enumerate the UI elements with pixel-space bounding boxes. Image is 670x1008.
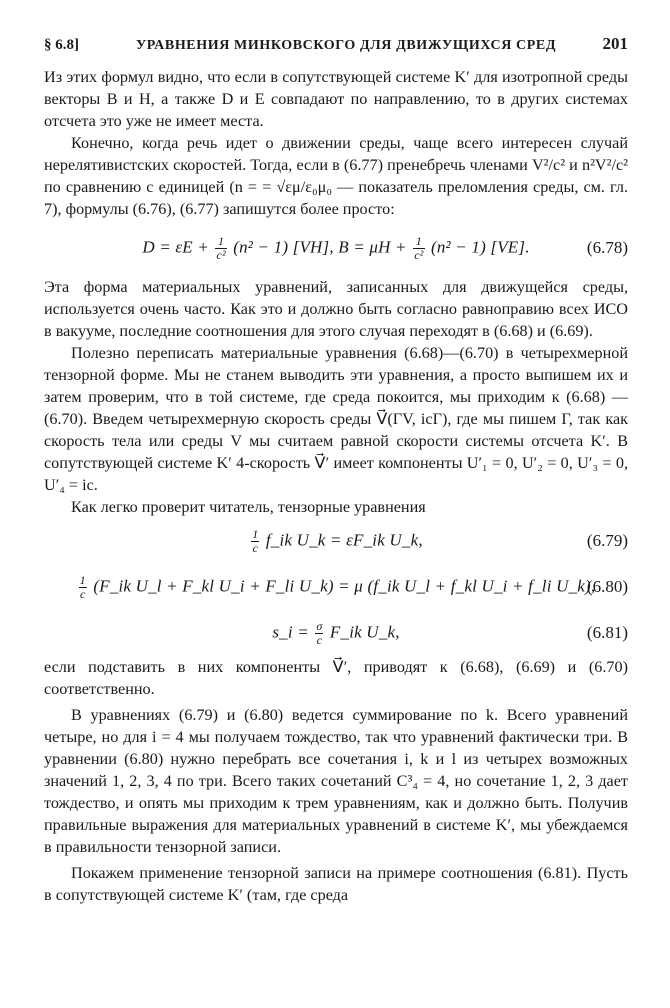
running-header [44, 34, 628, 60]
eq678-left: D = εE + [142, 236, 209, 256]
equation-6-81 [44, 610, 628, 656]
section-number: § 6.8] [44, 37, 79, 53]
eq680-body: (F_ik U_l + F_kl U_i + F_li U_k) = μ (f_ik U_l + f_kl U_i + f_li U_k), [93, 575, 596, 595]
paragraph-2: Конечно, когда речь идет о движении среды, чаще всего интересен случай нерелятивистских скоростей. Тогда, если в (6.77) пренебречь членами V²/c² и n²V²/c² по сравнению с единицей (n = = √εμ/ε₀μ₀ — показатель преломления среды, см. гл. 7), формулы (6.76), (6.77) запишутся более просто: [44, 134, 628, 218]
equation-number: (6.81) [586, 623, 628, 642]
paragraph-1: Из этих формул видно, что если в сопутствующей системе K′ для изотропной среды векторы B и H, а также D и E совпадают по направлению, то в других системах отсчета это уже не имеет места. [44, 68, 628, 130]
eq678-fraction-2: $\frac{1}{\text{c²}}$ [414, 233, 424, 262]
equation-6-78 [44, 220, 628, 276]
eq679-body: f_ik U_k = εF_ik U_k, [265, 529, 423, 549]
eq681-left: s_i = [272, 621, 309, 641]
eq678-right: (n² − 1) [VE]. [430, 236, 530, 256]
paragraph-5: Как легко проверит читатель, тензорные уравнения [71, 498, 426, 516]
page-number: 201 [602, 34, 628, 53]
equation-6-79 [44, 518, 628, 564]
equation-number: (6.78) [586, 238, 628, 257]
equation-6-80 [44, 564, 628, 610]
eq681-fraction: $\frac{\sigma}{c}$ [316, 618, 323, 647]
eq681-body: F_ik U_k, [329, 621, 400, 641]
equation-number: (6.79) [586, 531, 628, 550]
paragraph-6: если подставить в них компоненты V⃗′, приводят к (6.68), (6.69) и (6.70) соответственно. [44, 658, 628, 698]
eq678-fraction-1: $\frac{1}{\text{c²}}$ [216, 233, 226, 262]
eq678-middle: (n² − 1) [VH], B = μH + [233, 236, 407, 256]
paragraph-3: Эта форма материальных уравнений, записанных для движущейся среды, используется очень часто. Как это и должно быть согласно равноправию всех ИСО в вакууме, последние соотношения для этого случая переходят в (6.68) и (6.69). [44, 278, 628, 340]
running-title: УРАВНЕНИЯ МИНКОВСКОГО ДЛЯ ДВИЖУЩИХСЯ СРЕД [135, 38, 557, 53]
eq679-fraction: $\frac{1}{c}$ [252, 526, 259, 555]
paragraph-7: В уравнениях (6.79) и (6.80) ведется суммирование по k. Всего уравнений четыре, но для i = 4 мы получаем тождество, так что уравнений фактически три. В уравнении (6.80) нужно перебрать все сочетания i, k и l из четырех возможных значений 1, 2, 3, 4 по три. Всего таких сочетаний C³₄ = 4, но сочетание 1, 2, 3 дает тождество, и опять мы приходим к трем уравнениям, как и должно быть. Получив правильные выражения для материальных уравнений в системе K′, мы убеждаемся в правильности тензорной записи. [44, 706, 628, 856]
paragraph-8: Покажем применение тензорной записи на примере соотношения (6.81). Пусть в сопутствующей системе K′ (там, где среда [44, 864, 628, 904]
eq680-fraction: $\frac{1}{c}$ [79, 572, 86, 601]
paragraph-4: Полезно переписать материальные уравнения (6.68)—(6.70) в четырехмерной тензорной форме. Мы не станем выводить эти уравнения, а просто выпишем их и затем проверим, что в той системе, где среда покоится, мы приходим к (6.68) — (6.70). Введем четырехмерную скорость среды V⃗(ΓV, icΓ), где мы пишем Γ, так как скорость тела или среды V мы считаем равной скорости системы отсчета K′. В сопутствующей системе K′ 4-скорость V⃗′ имеет компоненты U′₁ = 0, U′₂ = 0, U′₃ = 0, U′₄ = ic. [44, 344, 628, 494]
equation-number: (6.80) [586, 577, 628, 596]
book-page [44, 34, 628, 906]
